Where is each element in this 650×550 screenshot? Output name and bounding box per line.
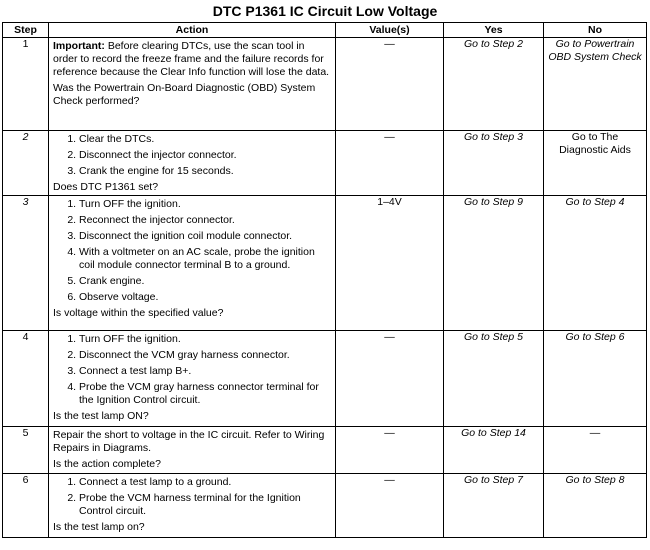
action-steps-list <box>53 476 331 518</box>
action-cell <box>49 427 336 474</box>
yes-cell: Go to Step 14 <box>444 427 544 474</box>
value-cell: — <box>336 331 444 427</box>
yes-cell: Go to Step 3 <box>444 131 544 196</box>
important-text: Before clearing DTCs, use the scan tool in order to record the freeze frame and the failure records for reference because the Clear Info function will lose the data. <box>53 40 330 78</box>
table-row <box>3 131 647 196</box>
action-question: Does DTC P1361 set? <box>53 181 159 193</box>
no-cell: Go to The Diagnostic Aids <box>544 131 647 196</box>
header-yes: Yes <box>444 23 544 38</box>
action-steps-list <box>53 133 331 178</box>
table-row <box>3 331 647 427</box>
table-row <box>3 38 647 131</box>
list-item: 4. With a voltmeter on an AC scale, probe the ignition coil module connector terminal B to a ground. <box>79 246 331 272</box>
no-cell: Go to Powertrain OBD System Check <box>544 38 647 131</box>
page-title: DTC P1361 IC Circuit Low Voltage <box>212 3 438 19</box>
important-note <box>53 40 331 79</box>
list-item: 5. Crank engine. <box>79 275 331 288</box>
list-item: 2. Reconnect the injector connector. <box>79 214 331 227</box>
step-number: 6 <box>3 474 49 538</box>
yes-cell: Go to Step 9 <box>444 196 544 331</box>
step-number: 3 <box>3 196 49 331</box>
action-cell <box>49 38 336 131</box>
action-steps-list <box>53 198 331 304</box>
table-header-row <box>3 23 647 38</box>
header-action: Action <box>49 23 336 38</box>
action-question: Is the action complete? <box>53 458 161 470</box>
list-item: 2. Disconnect the VCM gray harness connector. <box>79 349 331 362</box>
list-item: 1. Turn OFF the ignition. <box>79 333 331 346</box>
value-cell: — <box>336 474 444 538</box>
list-item: 3. Disconnect the ignition coil module connector. <box>79 230 331 243</box>
list-item: 3. Crank the engine for 15 seconds. <box>79 165 331 178</box>
action-steps-list <box>53 333 331 407</box>
step-number: 4 <box>3 331 49 427</box>
list-item: 6. Observe voltage. <box>79 291 331 304</box>
list-item: 1. Turn OFF the ignition. <box>79 198 331 211</box>
yes-cell: Go to Step 2 <box>444 38 544 131</box>
value-cell: — <box>336 427 444 474</box>
action-question: Is the test lamp on? <box>53 521 145 533</box>
list-item: 4. Probe the VCM gray harness connector terminal for the Ignition Control circuit. <box>79 381 331 407</box>
header-no: No <box>544 23 647 38</box>
action-question: Is voltage within the specified value? <box>53 307 224 319</box>
no-cell: Go to Step 4 <box>544 196 647 331</box>
yes-cell: Go to Step 7 <box>444 474 544 538</box>
table-row <box>3 196 647 331</box>
value-cell: — <box>336 38 444 131</box>
no-cell: Go to Step 8 <box>544 474 647 538</box>
diagnostic-table <box>2 22 647 538</box>
value-cell: — <box>336 131 444 196</box>
list-item: 1. Connect a test lamp to a ground. <box>79 476 331 489</box>
table-row <box>3 427 647 474</box>
header-step: Step <box>3 23 49 38</box>
step-number: 5 <box>3 427 49 474</box>
action-text: Repair the short to voltage in the IC circuit. Refer to Wiring Repairs in Diagrams. <box>53 429 325 454</box>
action-question: Was the Powertrain On-Board Diagnostic (OBD) System Check performed? <box>53 82 316 107</box>
table-row <box>3 474 647 538</box>
step-number: 1 <box>3 38 49 131</box>
action-cell <box>49 196 336 331</box>
action-question: Is the test lamp ON? <box>53 410 149 422</box>
no-cell: — <box>544 427 647 474</box>
action-cell <box>49 474 336 538</box>
action-cell <box>49 331 336 427</box>
action-cell <box>49 131 336 196</box>
list-item: 3. Connect a test lamp B+. <box>79 365 331 378</box>
step-number: 2 <box>3 131 49 196</box>
no-cell: Go to Step 6 <box>544 331 647 427</box>
important-label: Important: <box>53 40 105 52</box>
header-values: Value(s) <box>336 23 444 38</box>
list-item: 2. Disconnect the injector connector. <box>79 149 331 162</box>
list-item: 1. Clear the DTCs. <box>79 133 331 146</box>
list-item: 2. Probe the VCM harness terminal for the Ignition Control circuit. <box>79 492 331 518</box>
yes-cell: Go to Step 5 <box>444 331 544 427</box>
value-cell: 1–4V <box>336 196 444 331</box>
